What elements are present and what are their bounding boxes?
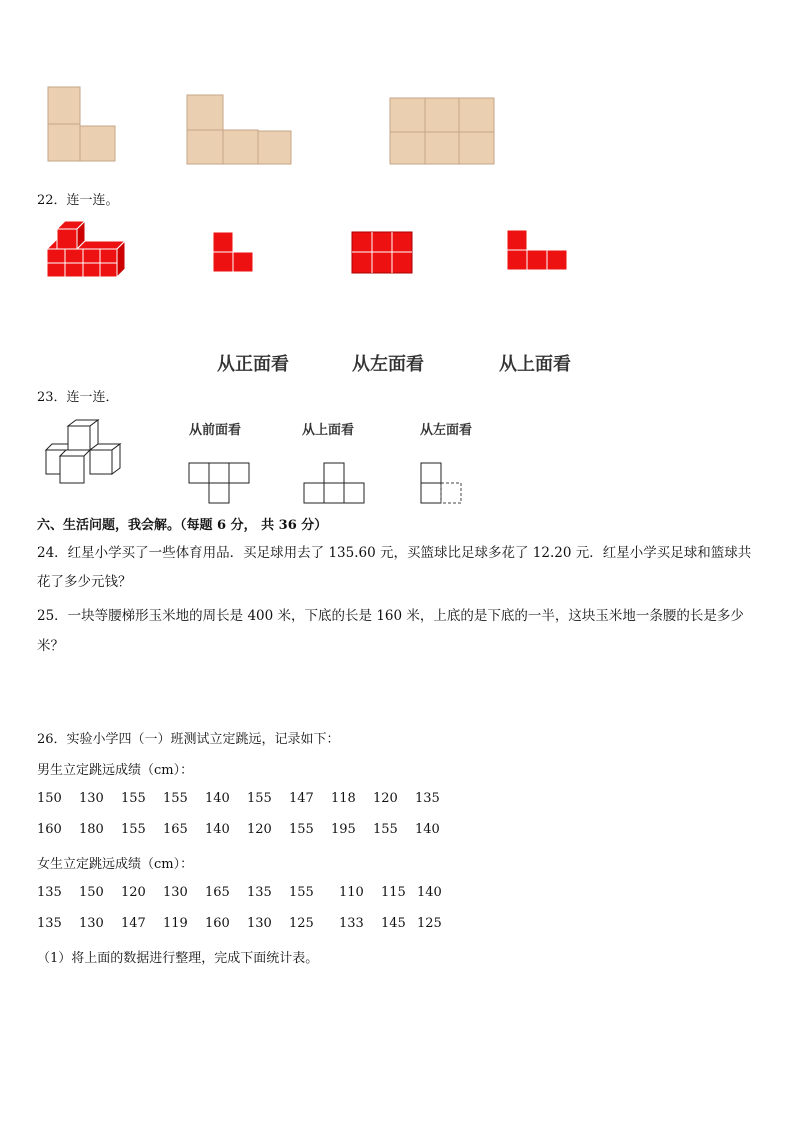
score-cell: 120 — [247, 822, 272, 837]
girls-row-1 — [37, 885, 457, 903]
red-view-grid-2x3 — [350, 230, 415, 275]
score-cell: 125 — [417, 916, 442, 931]
cube-solid-outline — [42, 416, 132, 496]
score-cell: 110 — [339, 885, 364, 900]
score-cell: 155 — [121, 791, 146, 806]
score-cell: 135 — [37, 916, 62, 931]
score-cell: 145 — [381, 916, 406, 931]
score-cell: 195 — [331, 822, 356, 837]
score-cell: 140 — [417, 885, 442, 900]
score-cell: 155 — [247, 791, 272, 806]
score-cell: 133 — [339, 916, 364, 931]
view-label-left-small: 从左面看 — [420, 423, 473, 438]
q26-task1: （1）将上面的数据进行整理，完成下面统计表。 — [37, 951, 319, 966]
score-cell: 165 — [163, 822, 188, 837]
score-cell: 130 — [163, 885, 188, 900]
score-cell: 120 — [121, 885, 146, 900]
score-cell: 140 — [415, 822, 440, 837]
score-cell: 130 — [79, 791, 104, 806]
q23-label: 23．连一连． — [37, 390, 119, 405]
view-label-front: 从正面看 — [217, 354, 289, 375]
tan-figure-l-shape-3 — [185, 93, 305, 183]
view-label-left: 从左面看 — [352, 354, 424, 375]
score-cell: 135 — [37, 885, 62, 900]
score-cell: 135 — [415, 791, 440, 806]
score-cell: 150 — [37, 791, 62, 806]
q22-label: 22．连一连。 — [37, 193, 119, 208]
front-view-t-shape — [188, 462, 254, 507]
score-cell: 180 — [79, 822, 104, 837]
score-cell: 130 — [79, 916, 104, 931]
score-cell: 147 — [289, 791, 314, 806]
score-cell: 150 — [79, 885, 104, 900]
q24-line2: 花了多少元钱？ — [37, 574, 132, 590]
girls-row-2 — [37, 916, 457, 934]
score-cell: 155 — [163, 791, 188, 806]
view-label-top: 从上面看 — [499, 354, 571, 375]
q26-intro: 26．实验小学四（一）班测试立定跳远，记录如下： — [37, 732, 340, 747]
score-cell: 147 — [121, 916, 146, 931]
boys-row-2 — [37, 822, 457, 840]
view-label-front-small: 从前面看 — [189, 423, 242, 438]
score-cell: 160 — [37, 822, 62, 837]
q24-line1: 24．红星小学买了一些体育用品．买足球用去了 135.60 元，买篮球比足球多花了 12.20 元．红星小学买足球和篮球共 — [37, 545, 752, 561]
view-label-top-small: 从上面看 — [302, 423, 355, 438]
q25-line1: 25．一块等腰梯形玉米地的周长是 400 米，下底的长是 160 米，上底的是下底的一半，这块玉米地一条腰的长是多少 — [37, 608, 744, 624]
q25-line2: 米？ — [37, 638, 64, 654]
score-cell: 160 — [205, 916, 230, 931]
score-cell: 118 — [331, 791, 356, 806]
score-cell: 115 — [381, 885, 406, 900]
score-cell: 140 — [205, 822, 230, 837]
boys-label: 男生立定跳远成绩（cm）： — [37, 763, 194, 778]
score-cell: 120 — [373, 791, 398, 806]
girls-label: 女生立定跳远成绩（cm）： — [37, 857, 194, 872]
score-cell: 130 — [247, 916, 272, 931]
tan-figure-grid-2x3 — [388, 96, 498, 168]
boys-row-1 — [37, 791, 457, 809]
section6-title: 六、生活问题，我会解。（每题 6 分， 共 36 分） — [37, 518, 328, 533]
score-cell: 155 — [289, 822, 314, 837]
score-cell: 125 — [289, 916, 314, 931]
score-cell: 140 — [205, 791, 230, 806]
score-cell: 135 — [247, 885, 272, 900]
left-view-l-dashed — [420, 462, 470, 507]
tan-figure-l-shape-2 — [45, 85, 125, 175]
red-view-l-wide — [505, 228, 570, 273]
top-view-inverted-t — [303, 462, 369, 507]
score-cell: 119 — [163, 916, 188, 931]
score-cell: 165 — [205, 885, 230, 900]
score-cell: 155 — [289, 885, 314, 900]
score-cell: 155 — [121, 822, 146, 837]
red-cube-solid — [45, 219, 135, 284]
red-view-l-small — [211, 230, 256, 275]
score-cell: 155 — [373, 822, 398, 837]
